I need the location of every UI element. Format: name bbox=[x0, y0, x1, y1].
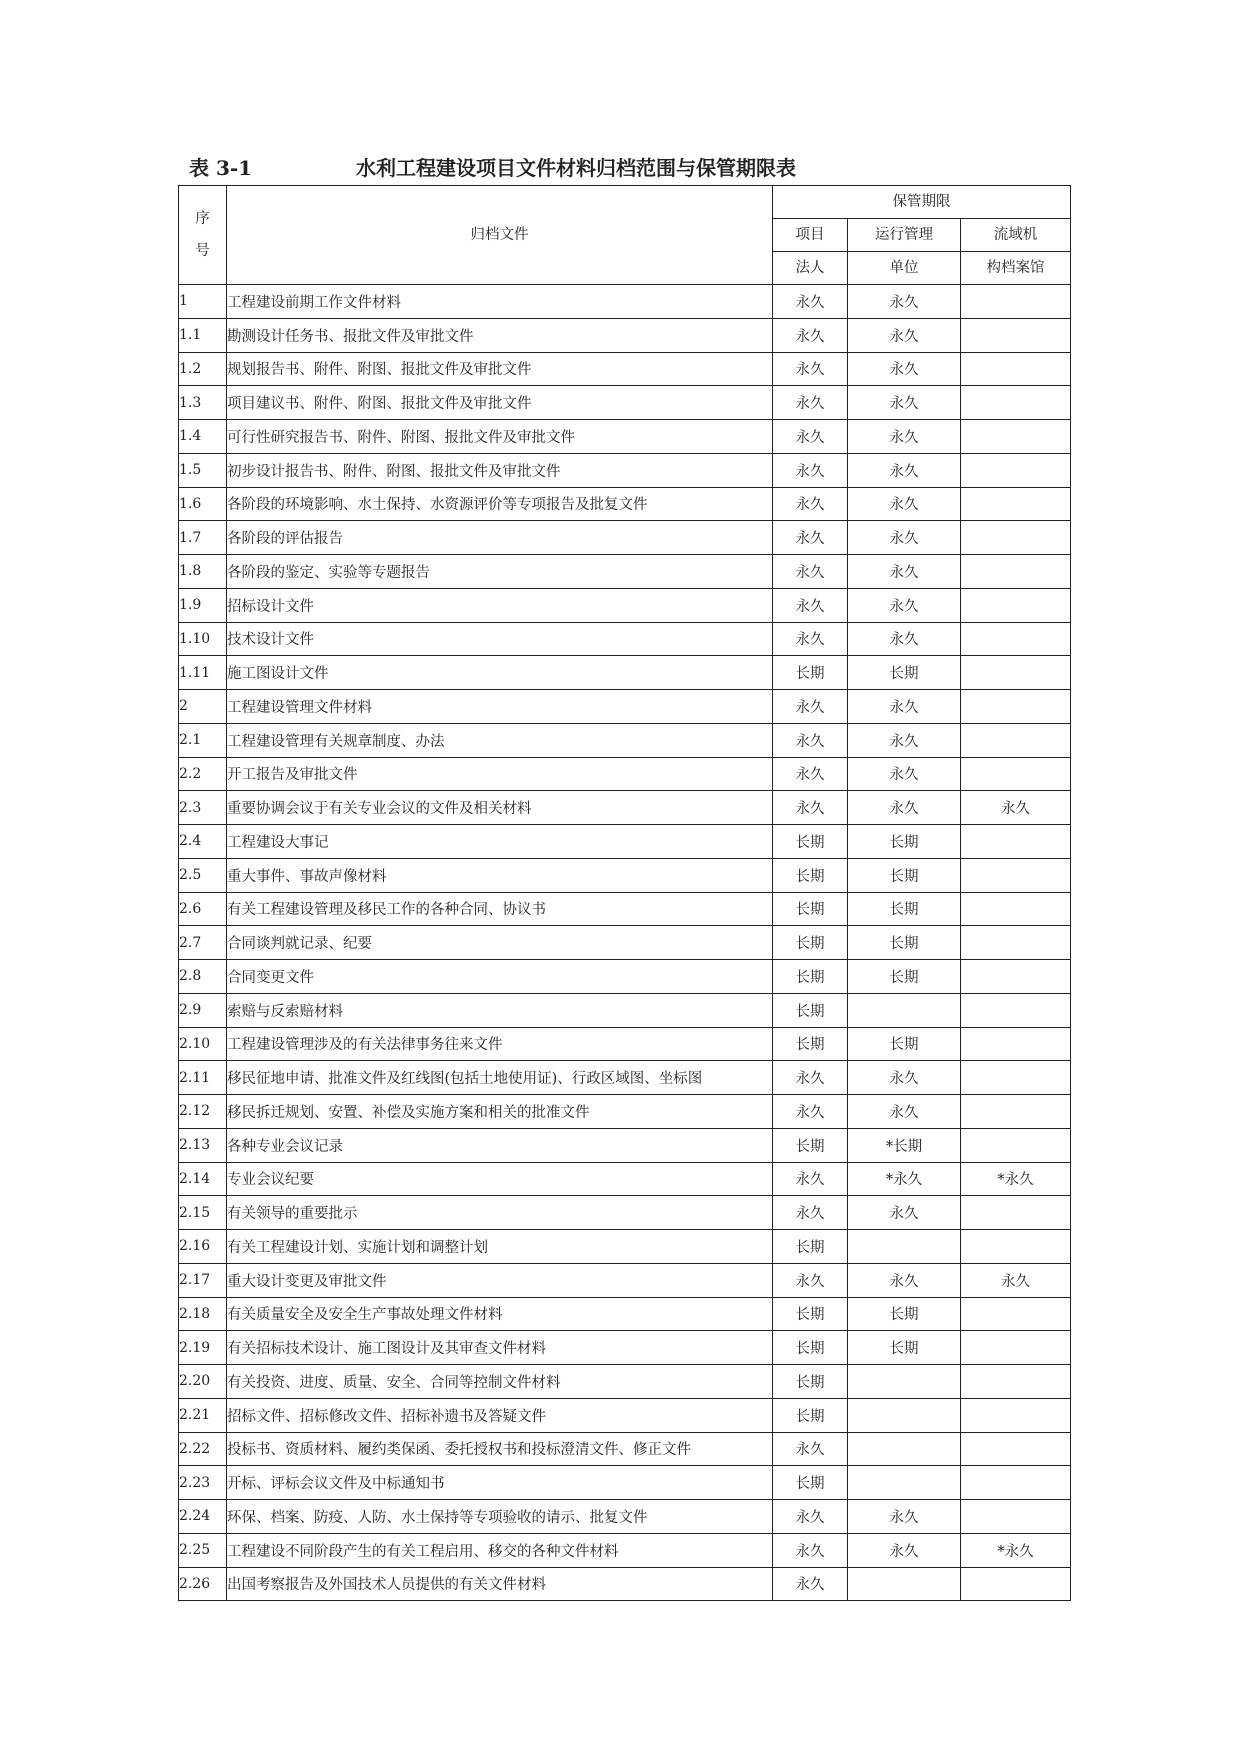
row-doc: 技术设计文件 bbox=[227, 622, 773, 656]
row-basin-archive bbox=[961, 1331, 1071, 1365]
row-basin-archive bbox=[961, 757, 1071, 791]
row-legal-person: 永久 bbox=[773, 318, 848, 352]
row-operation-unit: 永久 bbox=[848, 352, 961, 386]
row-doc: 勘测设计任务书、报批文件及审批文件 bbox=[227, 318, 773, 352]
row-basin-archive bbox=[961, 1061, 1071, 1095]
row-legal-person: 永久 bbox=[773, 690, 848, 724]
row-operation-unit: 永久 bbox=[848, 757, 961, 791]
row-doc: 合同变更文件 bbox=[227, 960, 773, 994]
row-doc: 工程建设大事记 bbox=[227, 825, 773, 859]
row-doc: 合同谈判就记录、纪要 bbox=[227, 926, 773, 960]
row-legal-person: 永久 bbox=[773, 588, 848, 622]
table-row bbox=[179, 521, 1071, 555]
row-legal-person: 永久 bbox=[773, 1432, 848, 1466]
row-basin-archive bbox=[961, 588, 1071, 622]
row-legal-person: 永久 bbox=[773, 352, 848, 386]
table-row bbox=[179, 1432, 1071, 1466]
row-basin-archive bbox=[961, 1095, 1071, 1129]
row-operation-unit: 永久 bbox=[848, 487, 961, 521]
table-row bbox=[179, 791, 1071, 825]
row-legal-person: 长期 bbox=[773, 1230, 848, 1264]
row-operation-unit bbox=[848, 1432, 961, 1466]
table-row bbox=[179, 622, 1071, 656]
row-seq: 1.9 bbox=[179, 588, 227, 622]
row-seq: 2.18 bbox=[179, 1297, 227, 1331]
row-legal-person: 永久 bbox=[773, 453, 848, 487]
row-basin-archive bbox=[961, 1196, 1071, 1230]
row-basin-archive bbox=[961, 1567, 1071, 1601]
row-seq: 2.26 bbox=[179, 1567, 227, 1601]
row-operation-unit: 长期 bbox=[848, 825, 961, 859]
row-legal-person: 长期 bbox=[773, 858, 848, 892]
row-seq: 2.1 bbox=[179, 723, 227, 757]
row-seq: 2.9 bbox=[179, 993, 227, 1027]
row-seq: 2.12 bbox=[179, 1095, 227, 1129]
row-operation-unit bbox=[848, 993, 961, 1027]
row-seq: 2 bbox=[179, 690, 227, 724]
row-doc: 规划报告书、附件、附图、报批文件及审批文件 bbox=[227, 352, 773, 386]
row-seq: 1.6 bbox=[179, 487, 227, 521]
row-doc: 重要协调会议于有关专业会议的文件及相关材料 bbox=[227, 791, 773, 825]
row-legal-person: 永久 bbox=[773, 420, 848, 454]
table-row bbox=[179, 420, 1071, 454]
row-legal-person: 长期 bbox=[773, 1027, 848, 1061]
row-seq: 2.19 bbox=[179, 1331, 227, 1365]
row-operation-unit: 永久 bbox=[848, 1061, 961, 1095]
row-operation-unit: 长期 bbox=[848, 1027, 961, 1061]
row-operation-unit: 永久 bbox=[848, 723, 961, 757]
row-operation-unit: 长期 bbox=[848, 1297, 961, 1331]
row-doc: 招标文件、招标修改文件、招标补遗书及答疑文件 bbox=[227, 1398, 773, 1432]
row-seq: 2.20 bbox=[179, 1365, 227, 1399]
row-legal-person: 长期 bbox=[773, 1398, 848, 1432]
row-seq: 2.15 bbox=[179, 1196, 227, 1230]
row-seq: 1.10 bbox=[179, 622, 227, 656]
row-basin-archive bbox=[961, 926, 1071, 960]
row-doc: 移民拆迁规划、安置、补偿及实施方案和相关的批准文件 bbox=[227, 1095, 773, 1129]
table-row bbox=[179, 1263, 1071, 1297]
row-operation-unit: 永久 bbox=[848, 791, 961, 825]
row-basin-archive bbox=[961, 1500, 1071, 1534]
row-legal-person: 永久 bbox=[773, 622, 848, 656]
table-row bbox=[179, 993, 1071, 1027]
row-operation-unit: 永久 bbox=[848, 1196, 961, 1230]
table-row bbox=[179, 555, 1071, 589]
row-doc: 各阶段的评估报告 bbox=[227, 521, 773, 555]
row-basin-archive bbox=[961, 690, 1071, 724]
table-row bbox=[179, 656, 1071, 690]
table-row bbox=[179, 1095, 1071, 1129]
row-basin-archive bbox=[961, 352, 1071, 386]
header-retention: 保管期限 bbox=[773, 186, 1071, 219]
row-seq: 2.6 bbox=[179, 892, 227, 926]
row-doc: 开工报告及审批文件 bbox=[227, 757, 773, 791]
row-legal-person: 长期 bbox=[773, 1128, 848, 1162]
row-basin-archive bbox=[961, 318, 1071, 352]
row-legal-person: 长期 bbox=[773, 825, 848, 859]
header-col3-line2: 构档案馆 bbox=[961, 252, 1071, 285]
row-legal-person: 永久 bbox=[773, 1500, 848, 1534]
table-row bbox=[179, 1533, 1071, 1567]
row-legal-person: 长期 bbox=[773, 926, 848, 960]
row-doc: 开标、评标会议文件及中标通知书 bbox=[227, 1466, 773, 1500]
row-doc: 有关领导的重要批示 bbox=[227, 1196, 773, 1230]
row-basin-archive bbox=[961, 723, 1071, 757]
row-legal-person: 长期 bbox=[773, 656, 848, 690]
row-operation-unit: 永久 bbox=[848, 622, 961, 656]
row-legal-person: 长期 bbox=[773, 1297, 848, 1331]
table-row bbox=[179, 588, 1071, 622]
table-row bbox=[179, 926, 1071, 960]
table-row bbox=[179, 892, 1071, 926]
table-row bbox=[179, 858, 1071, 892]
row-doc: 有关工程建设管理及移民工作的各种合同、协议书 bbox=[227, 892, 773, 926]
row-operation-unit: 永久 bbox=[848, 521, 961, 555]
row-basin-archive bbox=[961, 555, 1071, 589]
row-seq: 1.7 bbox=[179, 521, 227, 555]
row-seq: 1.4 bbox=[179, 420, 227, 454]
table-caption bbox=[182, 152, 1072, 182]
row-operation-unit: 永久 bbox=[848, 588, 961, 622]
row-operation-unit: 永久 bbox=[848, 285, 961, 319]
row-seq: 2.22 bbox=[179, 1432, 227, 1466]
row-basin-archive bbox=[961, 858, 1071, 892]
row-seq: 2.14 bbox=[179, 1162, 227, 1196]
row-operation-unit: 永久 bbox=[848, 1533, 961, 1567]
row-legal-person: 永久 bbox=[773, 285, 848, 319]
row-operation-unit bbox=[848, 1466, 961, 1500]
row-doc: 各阶段的鉴定、实验等专题报告 bbox=[227, 555, 773, 589]
table-header bbox=[179, 186, 1071, 285]
header-seq bbox=[179, 186, 227, 285]
row-doc: 项目建议书、附件、附图、报批文件及审批文件 bbox=[227, 386, 773, 420]
header-col1-line2: 法人 bbox=[773, 252, 848, 285]
row-seq: 2.21 bbox=[179, 1398, 227, 1432]
archive-retention-table bbox=[178, 185, 1071, 1601]
row-doc: 各阶段的环境影响、水土保持、水资源评价等专项报告及批复文件 bbox=[227, 487, 773, 521]
row-operation-unit bbox=[848, 1365, 961, 1399]
row-seq: 2.13 bbox=[179, 1128, 227, 1162]
row-legal-person: 永久 bbox=[773, 723, 848, 757]
header-col2-line2: 单位 bbox=[848, 252, 961, 285]
row-legal-person: 长期 bbox=[773, 1331, 848, 1365]
row-seq: 1.11 bbox=[179, 656, 227, 690]
header-col1-line1: 项目 bbox=[773, 219, 848, 252]
row-doc: 投标书、资质材料、履约类保函、委托授权书和投标澄清文件、修正文件 bbox=[227, 1432, 773, 1466]
row-legal-person: 永久 bbox=[773, 555, 848, 589]
row-doc: 有关投资、进度、质量、安全、合同等控制文件材料 bbox=[227, 1365, 773, 1399]
row-operation-unit: 长期 bbox=[848, 926, 961, 960]
row-legal-person: 长期 bbox=[773, 993, 848, 1027]
row-seq: 1.8 bbox=[179, 555, 227, 589]
table-row bbox=[179, 1297, 1071, 1331]
row-operation-unit: 长期 bbox=[848, 1331, 961, 1365]
row-operation-unit: *永久 bbox=[848, 1162, 961, 1196]
row-basin-archive bbox=[961, 1230, 1071, 1264]
table-number: 表 3-1 bbox=[189, 156, 253, 180]
row-doc: 初步设计报告书、附件、附图、报批文件及审批文件 bbox=[227, 453, 773, 487]
row-legal-person: 永久 bbox=[773, 1567, 848, 1601]
header-seq-line1: 序 bbox=[195, 211, 210, 227]
row-seq: 2.24 bbox=[179, 1500, 227, 1534]
row-legal-person: 永久 bbox=[773, 521, 848, 555]
row-legal-person: 永久 bbox=[773, 1162, 848, 1196]
row-legal-person: 永久 bbox=[773, 791, 848, 825]
row-legal-person: 长期 bbox=[773, 960, 848, 994]
row-doc: 重大事件、事故声像材料 bbox=[227, 858, 773, 892]
row-operation-unit bbox=[848, 1230, 961, 1264]
row-seq: 1 bbox=[179, 285, 227, 319]
row-doc: 各种专业会议记录 bbox=[227, 1128, 773, 1162]
table-body bbox=[179, 285, 1071, 1601]
row-doc: 工程建设不同阶段产生的有关工程启用、移交的各种文件材料 bbox=[227, 1533, 773, 1567]
row-legal-person: 永久 bbox=[773, 1196, 848, 1230]
row-seq: 2.23 bbox=[179, 1466, 227, 1500]
row-doc: 工程建设管理涉及的有关法律事务往来文件 bbox=[227, 1027, 773, 1061]
table-row bbox=[179, 757, 1071, 791]
row-seq: 1.1 bbox=[179, 318, 227, 352]
row-doc: 专业会议纪要 bbox=[227, 1162, 773, 1196]
row-operation-unit: 永久 bbox=[848, 1095, 961, 1129]
table-row bbox=[179, 1466, 1071, 1500]
table-row bbox=[179, 1230, 1071, 1264]
row-legal-person: 永久 bbox=[773, 1263, 848, 1297]
table-row bbox=[179, 1500, 1071, 1534]
row-seq: 2.25 bbox=[179, 1533, 227, 1567]
row-basin-archive bbox=[961, 825, 1071, 859]
row-basin-archive bbox=[961, 1128, 1071, 1162]
row-legal-person: 永久 bbox=[773, 1095, 848, 1129]
row-doc: 招标设计文件 bbox=[227, 588, 773, 622]
row-operation-unit: 永久 bbox=[848, 318, 961, 352]
table-row bbox=[179, 723, 1071, 757]
row-basin-archive bbox=[961, 386, 1071, 420]
table-row bbox=[179, 318, 1071, 352]
table-row bbox=[179, 1196, 1071, 1230]
row-seq: 2.7 bbox=[179, 926, 227, 960]
row-basin-archive: 永久 bbox=[961, 1263, 1071, 1297]
row-seq: 2.11 bbox=[179, 1061, 227, 1095]
row-basin-archive bbox=[961, 521, 1071, 555]
row-doc: 出国考察报告及外国技术人员提供的有关文件材料 bbox=[227, 1567, 773, 1601]
row-basin-archive bbox=[961, 1466, 1071, 1500]
row-operation-unit: *长期 bbox=[848, 1128, 961, 1162]
row-seq: 2.4 bbox=[179, 825, 227, 859]
row-basin-archive bbox=[961, 420, 1071, 454]
row-basin-archive bbox=[961, 993, 1071, 1027]
row-operation-unit: 永久 bbox=[848, 420, 961, 454]
row-basin-archive bbox=[961, 960, 1071, 994]
row-legal-person: 长期 bbox=[773, 1365, 848, 1399]
row-legal-person: 永久 bbox=[773, 1061, 848, 1095]
row-doc: 可行性研究报告书、附件、附图、报批文件及审批文件 bbox=[227, 420, 773, 454]
row-basin-archive bbox=[961, 1398, 1071, 1432]
row-doc: 移民征地申请、批准文件及红线图(包括土地使用证)、行政区域图、坐标图 bbox=[227, 1061, 773, 1095]
table-row bbox=[179, 352, 1071, 386]
table-row bbox=[179, 1331, 1071, 1365]
row-operation-unit bbox=[848, 1398, 961, 1432]
row-operation-unit: 永久 bbox=[848, 1500, 961, 1534]
table-row bbox=[179, 1365, 1071, 1399]
header-doc: 归档文件 bbox=[227, 186, 773, 285]
row-seq: 2.5 bbox=[179, 858, 227, 892]
row-basin-archive bbox=[961, 1432, 1071, 1466]
row-basin-archive: 永久 bbox=[961, 791, 1071, 825]
row-doc: 有关质量安全及安全生产事故处理文件材料 bbox=[227, 1297, 773, 1331]
row-legal-person: 永久 bbox=[773, 487, 848, 521]
row-basin-archive bbox=[961, 892, 1071, 926]
table-row bbox=[179, 960, 1071, 994]
row-operation-unit: 永久 bbox=[848, 555, 961, 589]
row-seq: 2.16 bbox=[179, 1230, 227, 1264]
row-legal-person: 永久 bbox=[773, 757, 848, 791]
row-basin-archive: *永久 bbox=[961, 1533, 1071, 1567]
row-doc: 工程建设管理有关规章制度、办法 bbox=[227, 723, 773, 757]
row-legal-person: 永久 bbox=[773, 1533, 848, 1567]
row-legal-person: 长期 bbox=[773, 1466, 848, 1500]
row-doc: 施工图设计文件 bbox=[227, 656, 773, 690]
row-doc: 环保、档案、防疫、人防、水土保持等专项验收的请示、批复文件 bbox=[227, 1500, 773, 1534]
row-basin-archive bbox=[961, 1365, 1071, 1399]
row-doc: 工程建设前期工作文件材料 bbox=[227, 285, 773, 319]
row-operation-unit: 长期 bbox=[848, 858, 961, 892]
row-basin-archive bbox=[961, 656, 1071, 690]
row-doc: 有关工程建设计划、实施计划和调整计划 bbox=[227, 1230, 773, 1264]
row-operation-unit: 长期 bbox=[848, 656, 961, 690]
row-seq: 2.8 bbox=[179, 960, 227, 994]
table-row bbox=[179, 1162, 1071, 1196]
header-col3-line1: 流域机 bbox=[961, 219, 1071, 252]
row-doc: 重大设计变更及审批文件 bbox=[227, 1263, 773, 1297]
row-operation-unit: 永久 bbox=[848, 453, 961, 487]
row-doc: 有关招标技术设计、施工图设计及其审查文件材料 bbox=[227, 1331, 773, 1365]
row-basin-archive: *永久 bbox=[961, 1162, 1071, 1196]
row-doc: 工程建设管理文件材料 bbox=[227, 690, 773, 724]
table-row bbox=[179, 453, 1071, 487]
row-basin-archive bbox=[961, 1027, 1071, 1061]
row-seq: 2.10 bbox=[179, 1027, 227, 1061]
row-doc: 索赔与反索赔材料 bbox=[227, 993, 773, 1027]
table-title: 水利工程建设项目文件材料归档范围与保管期限表 bbox=[356, 156, 796, 180]
row-seq: 2.2 bbox=[179, 757, 227, 791]
row-operation-unit: 永久 bbox=[848, 1263, 961, 1297]
row-operation-unit: 长期 bbox=[848, 892, 961, 926]
row-basin-archive bbox=[961, 285, 1071, 319]
row-basin-archive bbox=[961, 1297, 1071, 1331]
table-row bbox=[179, 1061, 1071, 1095]
row-seq: 2.17 bbox=[179, 1263, 227, 1297]
table-row bbox=[179, 1398, 1071, 1432]
row-operation-unit: 永久 bbox=[848, 690, 961, 724]
row-basin-archive bbox=[961, 453, 1071, 487]
table-row bbox=[179, 1567, 1071, 1601]
table-row bbox=[179, 825, 1071, 859]
table-row bbox=[179, 1128, 1071, 1162]
row-operation-unit: 长期 bbox=[848, 960, 961, 994]
header-seq-line2: 号 bbox=[195, 243, 210, 259]
row-seq: 1.5 bbox=[179, 453, 227, 487]
row-seq: 2.3 bbox=[179, 791, 227, 825]
row-operation-unit: 永久 bbox=[848, 386, 961, 420]
row-legal-person: 长期 bbox=[773, 892, 848, 926]
table-row bbox=[179, 386, 1071, 420]
table-row bbox=[179, 487, 1071, 521]
row-operation-unit bbox=[848, 1567, 961, 1601]
row-seq: 1.3 bbox=[179, 386, 227, 420]
row-legal-person: 永久 bbox=[773, 386, 848, 420]
row-basin-archive bbox=[961, 622, 1071, 656]
row-seq: 1.2 bbox=[179, 352, 227, 386]
table-row bbox=[179, 1027, 1071, 1061]
table-row bbox=[179, 285, 1071, 319]
row-basin-archive bbox=[961, 487, 1071, 521]
header-col2-line1: 运行管理 bbox=[848, 219, 961, 252]
table-row bbox=[179, 690, 1071, 724]
